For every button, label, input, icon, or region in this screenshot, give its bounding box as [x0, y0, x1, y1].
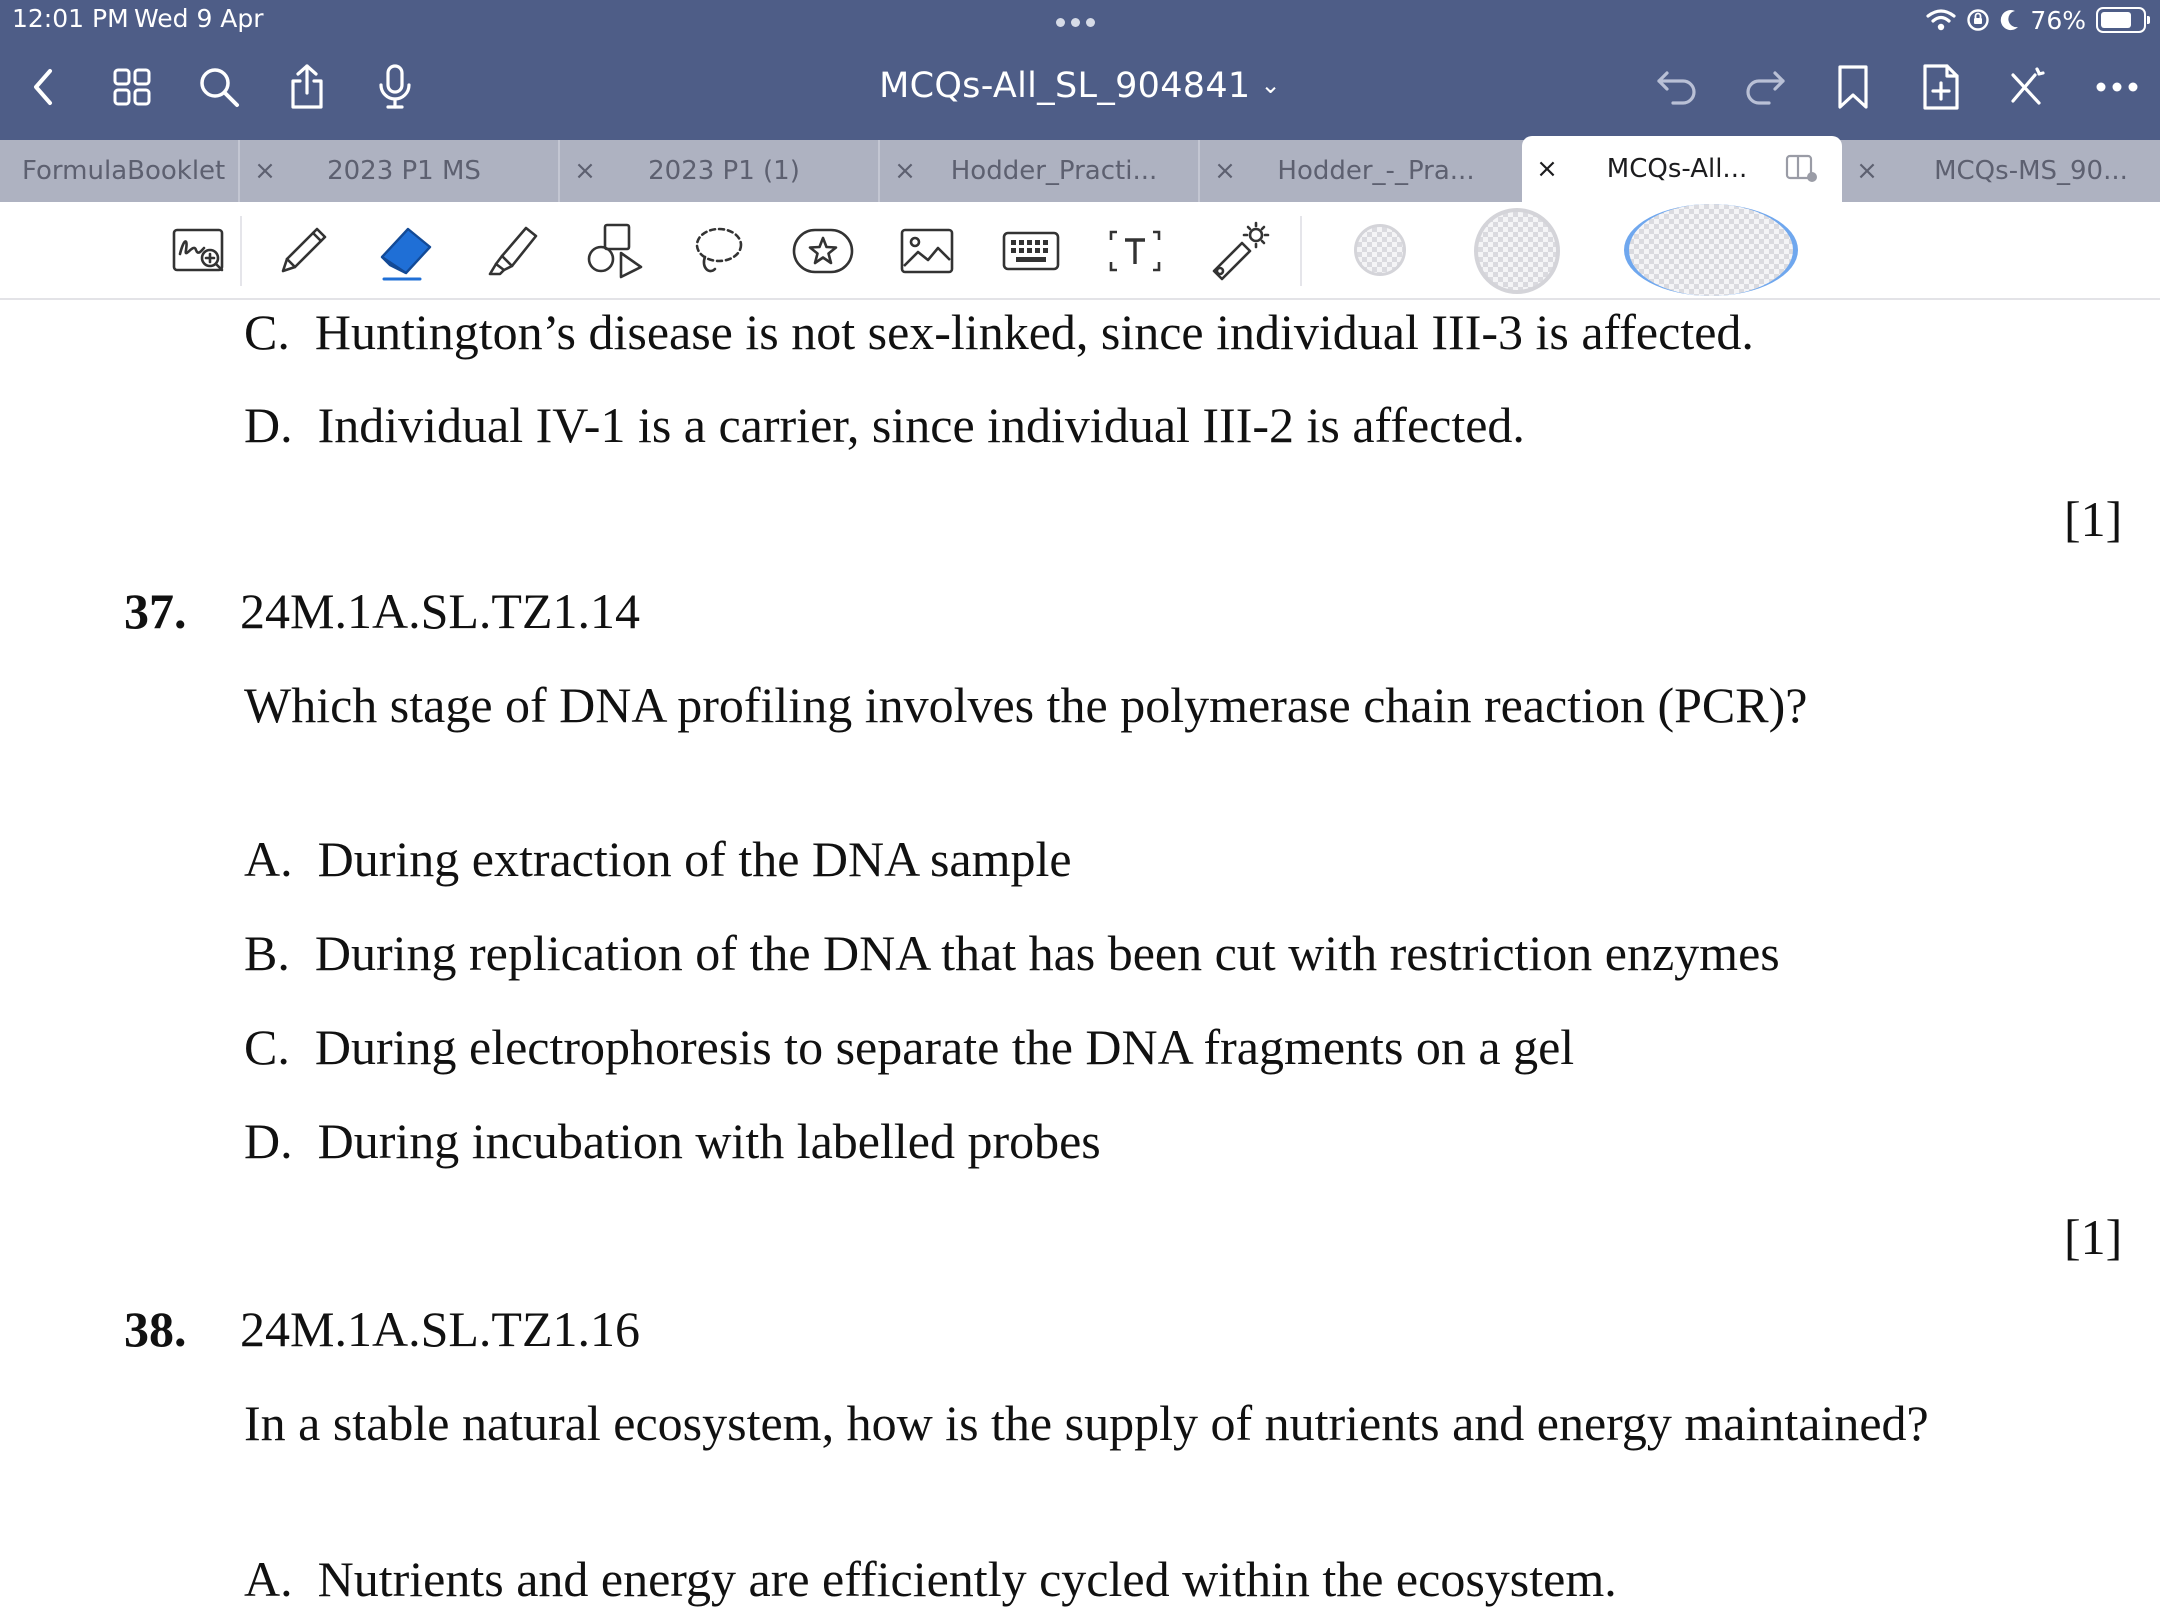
eraser-size-large-selected[interactable]: [1624, 204, 1798, 296]
option-letter: C.: [244, 1019, 290, 1075]
shapes-icon[interactable]: [582, 218, 648, 284]
question-38-text: In a stable natural ecosystem, how is the supply of nutrients and energy maintained?: [244, 1395, 1929, 1451]
close-tools-icon[interactable]: [2000, 60, 2054, 114]
option-text: Individual IV-1 is a carrier, since individual III-2 is affected.: [317, 397, 1525, 453]
microphone-icon[interactable]: [368, 60, 422, 114]
tab-label: MCQs-MS_90...: [1934, 156, 2128, 186]
laser-pointer-icon[interactable]: [1206, 218, 1272, 284]
option-text: During electrophoresis to separate the DNA fragments on a gel: [314, 1019, 1575, 1075]
option-text: During replication of the DNA that has been cut with restriction enzymes: [314, 925, 1780, 981]
status-time: 12:01 PM: [12, 4, 129, 33]
back-chevron-icon[interactable]: [16, 60, 70, 114]
redo-icon[interactable]: [1738, 60, 1792, 114]
option-letter: C.: [244, 304, 290, 360]
chevron-down-icon: ⌄: [1260, 71, 1281, 99]
more-icon[interactable]: [2090, 60, 2144, 114]
tab-close-icon[interactable]: ×: [1536, 154, 1558, 184]
tab-label: FormulaBooklet: [22, 156, 226, 186]
document-title[interactable]: [780, 66, 1380, 106]
zoom-writing-icon[interactable]: [166, 218, 232, 284]
question-38-option-a: [244, 1550, 1617, 1608]
lasso-icon[interactable]: [686, 218, 752, 284]
option-text: Huntington’s disease is not sex-linked, since individual III-3 is affected.: [314, 304, 1754, 360]
eraser-size-medium[interactable]: [1474, 208, 1560, 294]
document-title-text: MCQs-All_SL_904841: [879, 66, 1251, 106]
share-icon[interactable]: [280, 60, 334, 114]
tab-formula-booklet[interactable]: [0, 140, 240, 202]
wifi-icon: [1926, 8, 1956, 32]
tab-hodder-pra[interactable]: [1200, 140, 1522, 202]
tab-close-icon[interactable]: ×: [1856, 156, 1878, 186]
option-text: During extraction of the DNA sample: [317, 831, 1072, 887]
search-icon[interactable]: [192, 60, 246, 114]
marks-label: [1]: [2064, 491, 2123, 547]
question-37-option-d: [244, 1112, 1101, 1170]
question-38-number: 38.: [124, 1301, 187, 1357]
question-37-number: 37.: [124, 583, 187, 639]
option-text: During incubation with labelled probes: [317, 1113, 1101, 1169]
previous-option-c: [244, 303, 1754, 361]
orientation-lock-icon: [1966, 8, 1990, 32]
status-indicators: [1926, 3, 2146, 37]
image-icon[interactable]: [894, 218, 960, 284]
tab-label: Hodder_-_Pra...: [1277, 156, 1475, 186]
pen-icon[interactable]: [270, 218, 336, 284]
undo-icon[interactable]: [1650, 60, 1704, 114]
split-view-icon[interactable]: [1782, 154, 1822, 184]
add-page-icon[interactable]: [1914, 60, 1968, 114]
question-37-text: Which stage of DNA profiling involves the polymerase chain reaction (PCR)?: [244, 677, 1808, 733]
tab-label: Hodder_Practi...: [950, 156, 1158, 186]
grid-icon[interactable]: [105, 60, 159, 114]
question-37-option-b: [244, 924, 1780, 982]
question-37-code: 24M.1A.SL.TZ1.14: [240, 583, 640, 639]
tab-close-icon[interactable]: ×: [574, 156, 596, 186]
battery-percentage: 76%: [2030, 5, 2086, 35]
document-page: [0, 300, 2160, 1620]
option-letter: D.: [244, 1113, 293, 1169]
tab-label: 2023 P1 (1): [648, 156, 800, 186]
previous-option-d: [244, 396, 1525, 454]
option-letter: D.: [244, 397, 293, 453]
eraser-icon[interactable]: [374, 218, 440, 284]
bookmark-icon[interactable]: [1826, 60, 1880, 114]
tab-label: MCQs-All...: [1606, 154, 1748, 184]
moon-icon: [2000, 8, 2020, 32]
option-letter: A.: [244, 1551, 293, 1607]
battery-icon: [2096, 7, 2146, 33]
sticker-icon[interactable]: [790, 218, 856, 284]
status-date: Wed 9 Apr: [134, 4, 264, 33]
multitasking-dots-icon[interactable]: [1056, 12, 1101, 31]
tab-mcqs-all-active[interactable]: [1522, 136, 1842, 202]
tab-hodder-practi[interactable]: [880, 140, 1200, 202]
tab-bar: [0, 140, 2160, 202]
annotation-toolbar: [0, 202, 2160, 300]
question-37-marks: [1]: [2064, 1209, 2123, 1265]
tab-2023-p1-1[interactable]: [560, 140, 880, 202]
tab-label: 2023 P1 MS: [327, 156, 481, 186]
tab-close-icon[interactable]: ×: [254, 156, 276, 186]
option-text: Nutrients and energy are efficiently cycled within the ecosystem.: [317, 1551, 1617, 1607]
tab-2023-p1-ms[interactable]: [240, 140, 560, 202]
question-37-option-a: [244, 830, 1072, 888]
question-37-option-c: [244, 1018, 1574, 1076]
tab-close-icon[interactable]: ×: [894, 156, 916, 186]
text-box-icon[interactable]: [1102, 218, 1168, 284]
question-38-code: 24M.1A.SL.TZ1.16: [240, 1301, 640, 1357]
option-letter: A.: [244, 831, 293, 887]
keyboard-icon[interactable]: [998, 218, 1064, 284]
option-letter: B.: [244, 925, 290, 981]
eraser-size-small[interactable]: [1354, 224, 1406, 276]
top-header: [0, 0, 2160, 140]
highlighter-icon[interactable]: [478, 218, 544, 284]
tab-close-icon[interactable]: ×: [1214, 156, 1236, 186]
tab-mcqs-ms[interactable]: [1842, 140, 2160, 202]
